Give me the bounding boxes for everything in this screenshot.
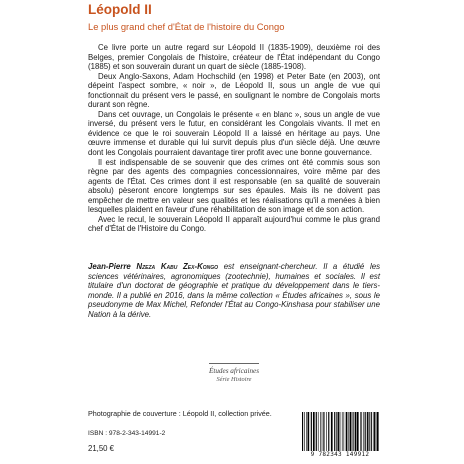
barcode-bar: [316, 412, 317, 452]
barcode-bar: [318, 412, 319, 452]
isbn: ISBN : 978-2-343-14991-2: [88, 430, 166, 437]
barcode-bar: [369, 412, 370, 452]
collection-series: Série Histoire: [216, 376, 252, 383]
blurb: [88, 43, 380, 234]
barcode-bar: [348, 412, 349, 452]
barcode-bar: [377, 412, 379, 452]
blurb-paragraph: Deux Anglo-Saxons, Adam Hochschild (en 1998) et Peter Bate (en 2003), ont dépeint l'aspect sombre, « noir », de Léopold II, sous un angle de vue qui fonctionnait du présent vers le passé, en soulignant le nombre de Congolais morts durant son règne.: [88, 71, 380, 110]
barcode-bar: [313, 412, 315, 452]
barcode-digits: 9 782343 149912: [300, 451, 380, 458]
book-title: Léopold II: [88, 2, 152, 17]
author-first-name: Jean-Pierre: [88, 262, 131, 271]
barcode-bar: [328, 412, 329, 452]
barcode-bars: [300, 412, 380, 452]
blurb-paragraph: Ce livre porte un autre regard sur Léopold II (1835-1909), deuxième roi des Belges, premier Congolais de l'histoire, créateur de l'État indépendant du Congo (1885) et son souverain durant un quart de siècle (1885-1908).: [88, 43, 380, 72]
barcode-bar: [342, 412, 343, 452]
blurb-paragraph: Il est indispensable de se souvenir que des crimes ont été commis sous son règne par des agents des compagnies concessionnaires, voire même par des agents de l'État. Ces crimes dont il est responsable (en sa qualité de souverain absolu) pèseront encore longtemps sur ses épaules. Mais ils ne doivent pas empêcher de mettre en valeur ses qualités et les réalisations qu'il a menées à bien lesquelles plaident en faveur d'une réhabilitation de son image et de son action.: [88, 157, 380, 215]
collection-name: Études africaines: [208, 367, 260, 375]
barcode-bar: [331, 412, 333, 452]
barcode-bar: [306, 412, 307, 452]
barcode-bar: [340, 412, 341, 452]
barcode-bar: [365, 412, 366, 452]
barcode-bar: [308, 412, 310, 452]
collection-mark: [88, 363, 380, 383]
barcode-bar: [376, 412, 377, 452]
barcode-bar: [353, 412, 354, 452]
author-bio: [88, 262, 380, 320]
barcode-bar: [334, 412, 335, 452]
collection-rule: [209, 363, 259, 364]
barcode-bar: [373, 412, 374, 452]
price: 21,50 €: [88, 444, 115, 453]
barcode-bar: [352, 412, 353, 452]
book-subtitle: Le plus grand chef d'État de l'histoire du Congo: [88, 21, 285, 32]
barcode-bar: [311, 412, 312, 452]
barcode-bar: [367, 412, 368, 452]
barcode-bar: [360, 412, 361, 452]
barcode-bar: [371, 412, 372, 452]
blurb-paragraph: Avec le recul, le souverain Léopold II apparaît aujourd'hui comme le plus grand chef d'État de l'Histoire du Congo.: [88, 214, 380, 234]
barcode-bar: [374, 412, 375, 452]
barcode-bar: [361, 412, 362, 452]
barcode-bar: [322, 412, 323, 452]
barcode-bar: [336, 412, 337, 452]
barcode-bar: [346, 412, 348, 452]
barcode-bar: [302, 412, 303, 452]
author-bio-text: est enseignant-chercheur. Il a étudié les sciences vétérinaires, agronomiques (zootechnie), humaines et sociales. Il est titulaire d'un doctorat de géographie et pratique du développement dans le tiers-monde. Il a publié en 2016, dans la même collection « Études africaines », sous le pseudonyme de Max Michel, Refonder l'État au Congo-Kinshasa pour stabiliser une Nation à la dérive.: [88, 262, 380, 319]
barcode-bar: [357, 412, 359, 452]
barcode-bar: [350, 412, 352, 452]
barcode-bar: [363, 412, 364, 452]
barcode-bar: [326, 412, 327, 452]
barcode-bar: [320, 412, 321, 452]
barcode-bar: [338, 412, 339, 452]
blurb-paragraph: Dans cet ouvrage, un Congolais le présente « en blanc », sous un angle de vue inversé, du présent vers le futur, en considérant les Congolais vivants. Il met en évidence ce que le roi souverain Léopold II a laissé en héritage au pays. Une œuvre immense et durable qui lui survit depuis plus d'un siècle déjà. Une œuvre dont les Congolais pourraient davantage tirer profit avec une bonne gouvernance.: [88, 109, 380, 158]
barcode-bar: [355, 412, 357, 452]
cover-credit: Photographie de couverture : Léopold II, collection privée.: [88, 409, 272, 418]
author-surname: Nzeza Kabu Zex-Kongo: [136, 262, 219, 271]
barcode-bar: [323, 412, 324, 452]
barcode-bar: [304, 412, 305, 452]
barcode-bar: [344, 412, 345, 452]
